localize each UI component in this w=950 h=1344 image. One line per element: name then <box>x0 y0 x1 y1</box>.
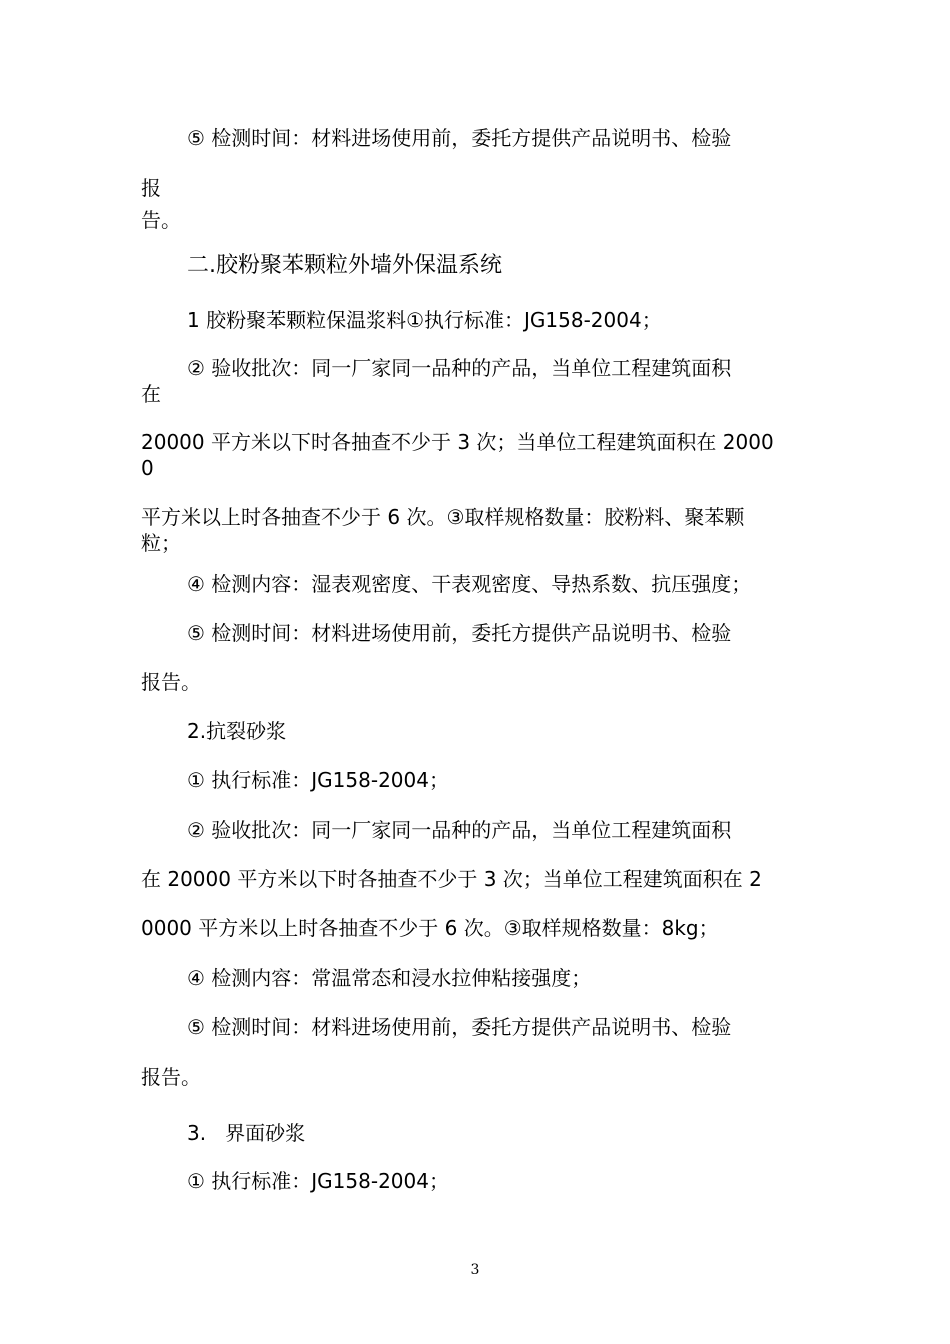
text-line: 粒； <box>141 531 181 555</box>
text-line: 平方米以上时各抽查不少于 6 次。③取样规格数量：胶粉料、聚苯颗 <box>141 505 745 529</box>
text-line: 1 胶粉聚苯颗粒保温浆料①执行标准：JG158-2004； <box>187 308 662 332</box>
text-line: ② 验收批次：同一厂家同一品种的产品，当单位工程建筑面积 <box>187 356 732 380</box>
text-line: 0000 平方米以上时各抽查不少于 6 次。③取样规格数量：8kg； <box>141 916 719 940</box>
section-heading: 二.胶粉聚苯颗粒外墙外保温系统 <box>187 253 502 278</box>
text-line: 在 <box>141 382 161 406</box>
text-line: ⑤ 检测时间：材料进场使用前，委托方提供产品说明书、检验 <box>187 1015 732 1039</box>
text-line: ① 执行标准：JG158-2004； <box>187 1169 449 1193</box>
page-number: 3 <box>470 1262 480 1278</box>
text-line: 20000 平方米以下时各抽查不少于 3 次；当单位工程建筑面积在 2000 <box>141 430 774 454</box>
subsection-heading: 3. 界面砂浆 <box>187 1121 306 1145</box>
text-line: ① 执行标准：JG158-2004； <box>187 768 449 792</box>
text-line: ⑤ 检测时间：材料进场使用前，委托方提供产品说明书、检验 <box>187 126 732 150</box>
text-line: ② 验收批次：同一厂家同一品种的产品，当单位工程建筑面积 <box>187 818 732 842</box>
text-line: 报告。 <box>141 1065 201 1089</box>
text-line: ④ 检测内容：常温常态和浸水拉伸粘接强度； <box>187 966 592 990</box>
text-line: 报 <box>141 176 161 200</box>
text-line: 告。 <box>141 208 181 232</box>
text-line: ④ 检测内容：湿表观密度、干表观密度、导热系数、抗压强度； <box>187 572 752 596</box>
subsection-heading: 2.抗裂砂浆 <box>187 719 287 743</box>
text-line: 报告。 <box>141 670 201 694</box>
text-line: 0 <box>141 456 154 480</box>
text-line: 在 20000 平方米以下时各抽查不少于 3 次；当单位工程建筑面积在 2 <box>141 867 762 891</box>
text-line: ⑤ 检测时间：材料进场使用前，委托方提供产品说明书、检验 <box>187 621 732 645</box>
